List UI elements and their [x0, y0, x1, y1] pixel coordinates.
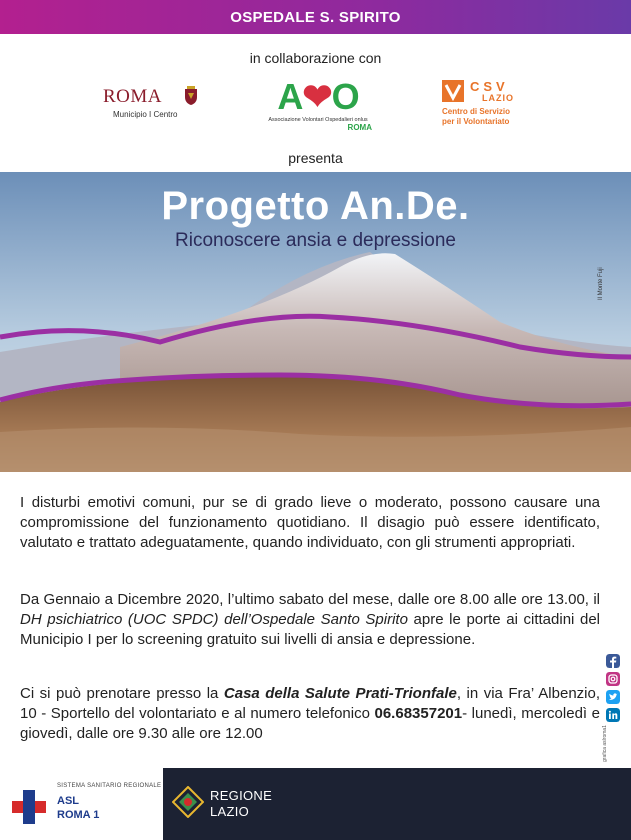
avo-logo-city: ROMA: [347, 123, 372, 132]
hero-credit: Il Monte Fuji: [598, 267, 604, 300]
booking-text-a: Ci si può prenotare presso la: [20, 685, 224, 702]
ssr-label: SISTEMA SANITARIO REGIONALE: [57, 783, 162, 789]
instagram-icon[interactable]: [606, 672, 620, 686]
csv-logo-csv: CSV: [470, 79, 509, 94]
avo-logo: [258, 78, 378, 138]
side-credit: grafica aslroma1: [602, 725, 608, 762]
csv-logo-line1: Centro di Servizio: [442, 107, 511, 116]
csv-logo-lazio: LAZIO: [482, 93, 514, 103]
booking-location: Casa della Salute Prati-Trionfale: [223, 685, 457, 702]
csv-mark-icon: [442, 80, 464, 102]
avo-logo-letters: A❤O: [277, 76, 359, 117]
asl-cross-icon: [12, 790, 46, 824]
paragraph-intro: I disturbi emotivi comuni, pur se di grado lieve o moderato, possono causare una compromissione del funzionamento quotidiano. Il disagio può essere identificato, valutato e trattato adeguatamente, quando individuato, con gli strumenti appropriati.: [20, 494, 600, 551]
roma-logo: [103, 86, 213, 126]
header-bar: [0, 0, 631, 34]
collab-text: in collaborazione con: [249, 50, 382, 66]
roma-logo-name: ROMA: [103, 86, 163, 107]
roma-logo-sub: Municipio I Centro: [113, 110, 178, 119]
avo-logo-sub: Associazione Volontari Ospedalieri onlus: [268, 117, 368, 123]
schedule-text-a: Da Gennaio a Dicembre 2020, l’ultimo sabato del mese, dalle ore 8.00 alle ore 13.00, il: [20, 591, 600, 608]
hero-title: Progetto An.De.: [161, 184, 470, 228]
hero-subtitle: Riconoscere ansia e depressione: [175, 230, 456, 251]
heart-icon: ❤: [302, 76, 332, 117]
presenta-text: presenta: [288, 150, 343, 166]
linkedin-icon[interactable]: [606, 708, 620, 722]
csv-logo-line2: per il Volontariato: [442, 117, 510, 126]
booking-text-b: , in via Fra’ Albenzio, 10 - Sportello del volontariato e al numero telefonico: [20, 685, 601, 722]
schedule-text-b: apre le porte ai cittadini del Municipio I per lo screening gratuito sui livelli di ansia e depressione.: [20, 611, 600, 648]
roma-crest-icon: [183, 86, 199, 106]
regione-lazio-emblem-icon: [172, 786, 204, 818]
regione-label: REGIONE: [210, 788, 273, 803]
roma1-label: ROMA 1: [57, 809, 100, 821]
booking-text-c: - lunedì, mercoledì e giovedì, dalle ore 9.30 alle ore 12.00: [20, 705, 600, 742]
schedule-text-em: DH psichiatrico (UOC SPDC) dell’Ospedale Santo Spirito: [20, 611, 408, 628]
header-title: OSPEDALE S. SPIRITO: [230, 8, 401, 26]
facebook-icon[interactable]: [606, 654, 620, 668]
twitter-icon[interactable]: [606, 690, 620, 704]
csv-logo: [442, 80, 552, 130]
asl-label: ASL: [57, 795, 79, 807]
lazio-label: LAZIO: [210, 804, 250, 819]
booking-phone: 06.68357201: [374, 705, 463, 722]
paragraph-booking: [20, 684, 600, 744]
paragraph-schedule: [20, 590, 600, 650]
